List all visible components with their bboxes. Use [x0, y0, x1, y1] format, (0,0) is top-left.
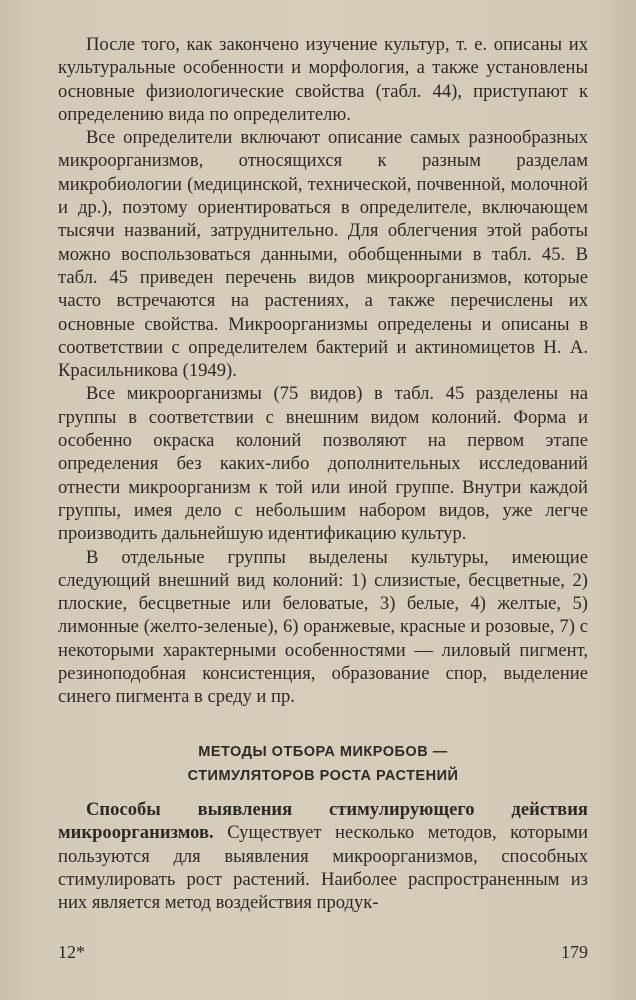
section-heading-line-2: СТИМУЛЯТОРОВ РОСТА РАСТЕНИЙ: [187, 768, 459, 784]
section-lead-bold: Способы выявления стимулирующего действия микроорганизмов.: [58, 799, 588, 844]
page-number: 179: [561, 942, 588, 962]
section-heading: [58, 740, 588, 788]
body-text: [58, 33, 588, 709]
section-paragraph: [58, 798, 588, 914]
paragraph-3: Все микроорганизмы (75 видов) в табл. 45 разделены на группы в соответствии с внешним видом колоний. Форма и особенно окраска колоний позволяют на первом этапе определения без каких-либо дополнительных исследований отнести микроорганизм к той или иной группе. Внутри каждой группы, имея дело с небольшим набором видов, уже легче производить дальнейшую идентификацию культур.: [58, 383, 588, 545]
section-body: [58, 798, 588, 914]
paragraph-2: Все определители включают описание самых разнообразных микроорганизмов, относящихся к разным разделам микробиологии (медицинской, технической, почвенной, молочной и др.), поэтому ориентироваться в определителе, включающем тысячи названий, затруднительно. Для облегчения этой работы можно воспользоваться данными, обобщенными в табл. 45. В табл. 45 приведен перечень видов микроорганизмов, которые часто встречаются на растениях, а также перечислены их основные свойства. Микроорганизмы определены и описаны в соответствии с определителем бактерий и актиномицетов Н. А. Красильникова (1949).: [58, 127, 588, 382]
section-lead-text: Существует несколько методов, которыми пользуются для выявления микроорганизмов, способных стимулировать рост растений. Наиболее распространенным из них является метод воздействия продук-: [58, 822, 588, 914]
paragraph-1: После того, как закончено изучение культур, т. е. описаны их культуральные особенности и морфология, а также установлены основные физиологические свойства (табл. 44), приступают к определению вида по определителю.: [58, 34, 588, 125]
section-heading-line-1: МЕТОДЫ ОТБОРА МИКРОБОВ —: [198, 744, 448, 760]
paragraph-4: В отдельные группы выделены культуры, имеющие следующий внешний вид колоний: 1) слизистые, бесцветные, 2) плоские, бесцветные или беловатые, 3) белые, 4) желтые, 5) лимонные (желто-зеленые), 6) оранжевые, красные и розовые, 7) с некоторыми характерными особенностями — лиловый пигмент, резиноподобная консистенция, образование спор, выделение синего пигмента в среду и пр.: [58, 546, 588, 708]
signature-mark: 12*: [58, 942, 85, 962]
